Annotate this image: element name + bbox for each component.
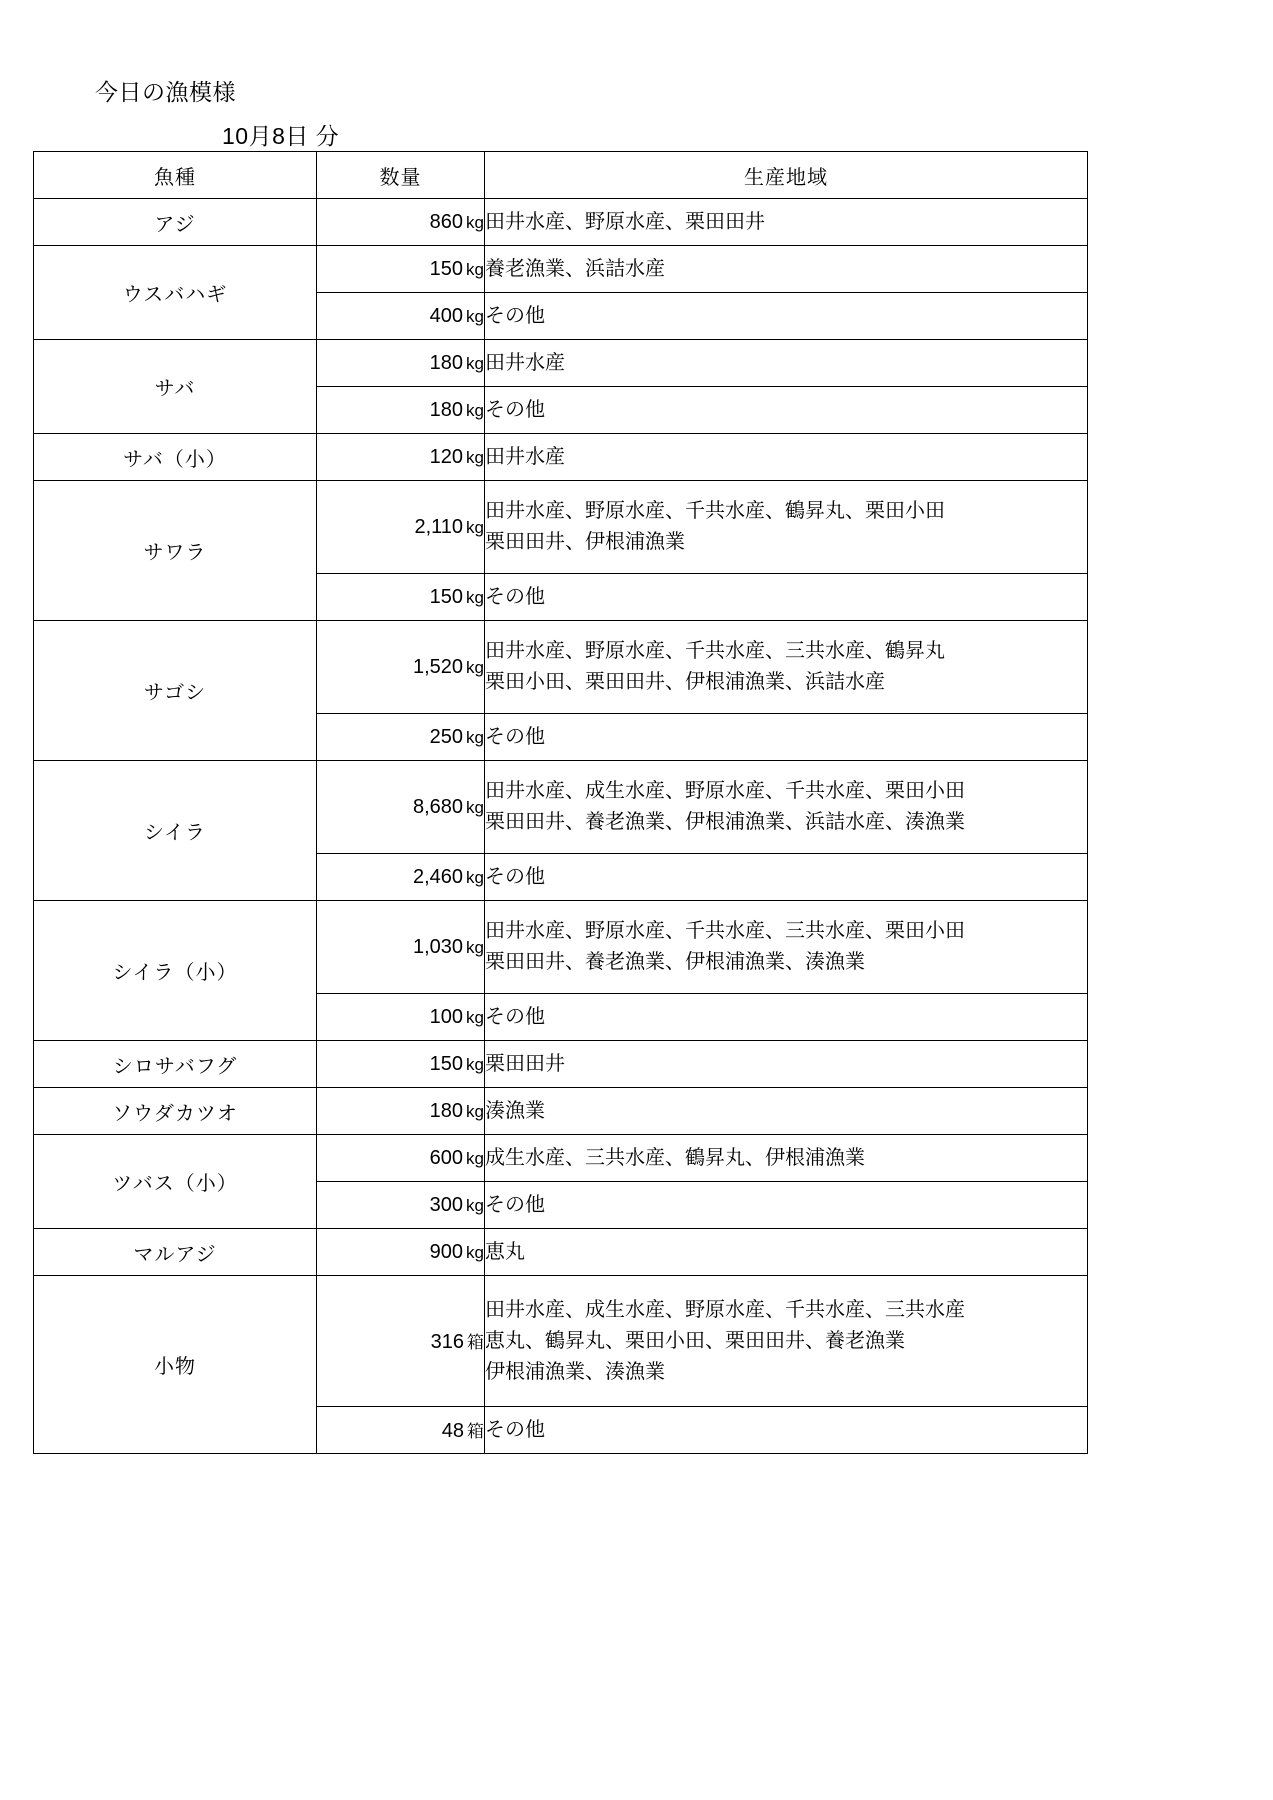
quantity-unit: kg bbox=[466, 447, 484, 467]
cell-species: ツバス（小） bbox=[34, 1135, 317, 1229]
quantity-value: 2,110 bbox=[414, 515, 464, 538]
quantity-unit: kg bbox=[466, 797, 484, 817]
quantity-unit: kg bbox=[466, 1148, 484, 1168]
quantity-unit: kg bbox=[466, 727, 484, 747]
area-line: 湊漁業 bbox=[485, 1099, 545, 1122]
cell-area bbox=[485, 1088, 1088, 1135]
quantity-value: 180 bbox=[429, 351, 464, 374]
quantity-unit: kg bbox=[466, 587, 484, 607]
cell-quantity bbox=[317, 1135, 485, 1182]
table-row bbox=[34, 340, 1088, 387]
quantity-unit: kg bbox=[466, 1007, 484, 1027]
table-row bbox=[34, 434, 1088, 481]
table-row bbox=[34, 901, 1088, 994]
cell-quantity bbox=[317, 293, 485, 340]
area-line: 栗田小田、栗田田井、伊根浦漁業、浜詰水産 bbox=[485, 671, 885, 693]
quantity-value: 316 bbox=[430, 1331, 464, 1353]
cell-species: アジ bbox=[34, 199, 317, 246]
table-row bbox=[34, 1088, 1088, 1135]
area-line: 伊根浦漁業、湊漁業 bbox=[485, 1360, 665, 1383]
quantity-unit: kg bbox=[466, 1101, 484, 1121]
cell-species: サゴシ bbox=[34, 621, 317, 761]
cell-area bbox=[485, 901, 1088, 994]
area-line: 栗田田井 bbox=[485, 1052, 565, 1075]
quantity-value: 600 bbox=[429, 1146, 464, 1169]
quantity-value: 150 bbox=[429, 585, 464, 608]
area-line: その他 bbox=[485, 725, 545, 748]
cell-area bbox=[485, 1135, 1088, 1182]
table-row bbox=[34, 1229, 1088, 1276]
quantity-value: 180 bbox=[429, 398, 464, 421]
cell-quantity bbox=[317, 1276, 485, 1407]
cell-quantity bbox=[317, 481, 485, 574]
area-line: 栗田田井、養老漁業、伊根浦漁業、湊漁業 bbox=[485, 951, 865, 973]
cell-species: シイラ bbox=[34, 761, 317, 901]
area-line: 養老漁業、浜詰水産 bbox=[485, 257, 665, 280]
table-row bbox=[34, 199, 1088, 246]
cell-species: マルアジ bbox=[34, 1229, 317, 1276]
quantity-unit: kg bbox=[466, 259, 484, 279]
cell-species: ソウダカツオ bbox=[34, 1088, 317, 1135]
cell-quantity bbox=[317, 1088, 485, 1135]
table-header bbox=[34, 152, 1088, 199]
quantity-unit: kg bbox=[466, 400, 484, 420]
cell-area bbox=[485, 387, 1088, 434]
cell-area bbox=[485, 434, 1088, 481]
cell-quantity bbox=[317, 994, 485, 1041]
cell-area bbox=[485, 621, 1088, 714]
column-header-area: 生産地域 bbox=[485, 152, 1088, 199]
table-row bbox=[34, 761, 1088, 854]
cell-quantity bbox=[317, 387, 485, 434]
quantity-value: 300 bbox=[429, 1193, 464, 1216]
quantity-value: 100 bbox=[429, 1005, 464, 1028]
quantity-value: 150 bbox=[429, 257, 464, 280]
area-line: 恵丸 bbox=[485, 1240, 525, 1263]
cell-quantity bbox=[317, 621, 485, 714]
quantity-unit: kg bbox=[466, 517, 484, 537]
area-line: その他 bbox=[485, 585, 545, 608]
cell-quantity bbox=[317, 1407, 485, 1454]
area-line: 田井水産 bbox=[485, 351, 565, 374]
quantity-value: 180 bbox=[429, 1099, 464, 1122]
quantity-value: 400 bbox=[429, 304, 464, 327]
quantity-value: 1,030 bbox=[412, 935, 464, 958]
cell-area bbox=[485, 574, 1088, 621]
area-line: 栗田田井、伊根浦漁業 bbox=[485, 531, 685, 553]
area-line: 田井水産、成生水産、野原水産、千共水産、栗田小田 bbox=[485, 780, 965, 802]
table-row bbox=[34, 246, 1088, 293]
area-line: 田井水産 bbox=[485, 445, 565, 468]
cell-quantity bbox=[317, 901, 485, 994]
area-line: 成生水産、三共水産、鶴昇丸、伊根浦漁業 bbox=[485, 1146, 865, 1169]
area-line: 田井水産、野原水産、栗田田井 bbox=[485, 210, 765, 233]
area-line: 田井水産、野原水産、千共水産、鶴昇丸、栗田小田 bbox=[485, 500, 945, 522]
cell-area bbox=[485, 854, 1088, 901]
cell-quantity bbox=[317, 714, 485, 761]
table-row bbox=[34, 1276, 1088, 1407]
page-title: 今日の漁模様 bbox=[95, 79, 236, 105]
cell-quantity bbox=[317, 761, 485, 854]
quantity-unit: kg bbox=[466, 867, 484, 887]
table-body bbox=[34, 199, 1088, 1454]
cell-quantity bbox=[317, 854, 485, 901]
cell-area bbox=[485, 199, 1088, 246]
area-line: その他 bbox=[485, 1418, 545, 1441]
area-line: 田井水産、野原水産、千共水産、三共水産、鶴昇丸 bbox=[485, 640, 945, 662]
table-row bbox=[34, 1135, 1088, 1182]
area-line: その他 bbox=[485, 1005, 545, 1028]
cell-quantity bbox=[317, 434, 485, 481]
table-header-row bbox=[34, 152, 1088, 199]
quantity-unit: kg bbox=[466, 353, 484, 373]
quantity-unit: kg bbox=[466, 1195, 484, 1215]
quantity-value: 2,460 bbox=[412, 865, 464, 888]
quantity-unit: 箱 bbox=[467, 1422, 484, 1441]
cell-area bbox=[485, 994, 1088, 1041]
cell-quantity bbox=[317, 1041, 485, 1088]
quantity-value: 860 bbox=[429, 210, 464, 233]
cell-area bbox=[485, 714, 1088, 761]
cell-area bbox=[485, 761, 1088, 854]
cell-area bbox=[485, 246, 1088, 293]
area-line: 栗田田井、養老漁業、伊根浦漁業、浜詰水産、湊漁業 bbox=[485, 811, 965, 833]
quantity-value: 120 bbox=[429, 445, 464, 468]
table-row bbox=[34, 621, 1088, 714]
cell-species: サバ bbox=[34, 340, 317, 434]
quantity-unit: 箱 bbox=[467, 1333, 484, 1352]
area-line: その他 bbox=[485, 304, 545, 327]
cell-species: 小物 bbox=[34, 1276, 317, 1454]
cell-quantity bbox=[317, 340, 485, 387]
quantity-value: 48 bbox=[441, 1420, 464, 1442]
quantity-value: 8,680 bbox=[412, 795, 464, 818]
table-row bbox=[34, 481, 1088, 574]
catch-report-table bbox=[33, 151, 1088, 1454]
area-line: その他 bbox=[485, 865, 545, 888]
column-header-quantity: 数量 bbox=[317, 152, 485, 199]
quantity-value: 900 bbox=[429, 1240, 464, 1263]
quantity-value: 150 bbox=[429, 1052, 464, 1075]
cell-area bbox=[485, 1182, 1088, 1229]
cell-area bbox=[485, 1041, 1088, 1088]
area-line: 恵丸、鶴昇丸、栗田小田、栗田田井、養老漁業 bbox=[485, 1329, 905, 1352]
cell-area bbox=[485, 293, 1088, 340]
cell-quantity bbox=[317, 246, 485, 293]
cell-quantity bbox=[317, 1229, 485, 1276]
cell-species: ウスバハギ bbox=[34, 246, 317, 340]
cell-species: シロサバフグ bbox=[34, 1041, 317, 1088]
table-row bbox=[34, 1041, 1088, 1088]
cell-quantity bbox=[317, 199, 485, 246]
area-line: 田井水産、成生水産、野原水産、千共水産、三共水産 bbox=[485, 1298, 965, 1321]
cell-species: サバ（小） bbox=[34, 434, 317, 481]
area-line: その他 bbox=[485, 398, 545, 421]
cell-area bbox=[485, 340, 1088, 387]
cell-area bbox=[485, 1229, 1088, 1276]
quantity-unit: kg bbox=[466, 212, 484, 232]
cell-species: サワラ bbox=[34, 481, 317, 621]
cell-quantity bbox=[317, 1182, 485, 1229]
cell-area bbox=[485, 481, 1088, 574]
quantity-unit: kg bbox=[466, 1054, 484, 1074]
cell-quantity bbox=[317, 574, 485, 621]
cell-area bbox=[485, 1276, 1088, 1407]
quantity-value: 250 bbox=[429, 725, 464, 748]
cell-species: シイラ（小） bbox=[34, 901, 317, 1041]
report-date: 10月8日 分 bbox=[222, 123, 340, 149]
quantity-unit: kg bbox=[466, 937, 484, 957]
quantity-unit: kg bbox=[466, 306, 484, 326]
area-line: 田井水産、野原水産、千共水産、三共水産、栗田小田 bbox=[485, 920, 965, 942]
cell-area bbox=[485, 1407, 1088, 1454]
quantity-unit: kg bbox=[466, 1242, 484, 1262]
quantity-value: 1,520 bbox=[412, 655, 464, 678]
quantity-unit: kg bbox=[466, 657, 484, 677]
column-header-species: 魚種 bbox=[34, 152, 317, 199]
area-line: その他 bbox=[485, 1193, 545, 1216]
